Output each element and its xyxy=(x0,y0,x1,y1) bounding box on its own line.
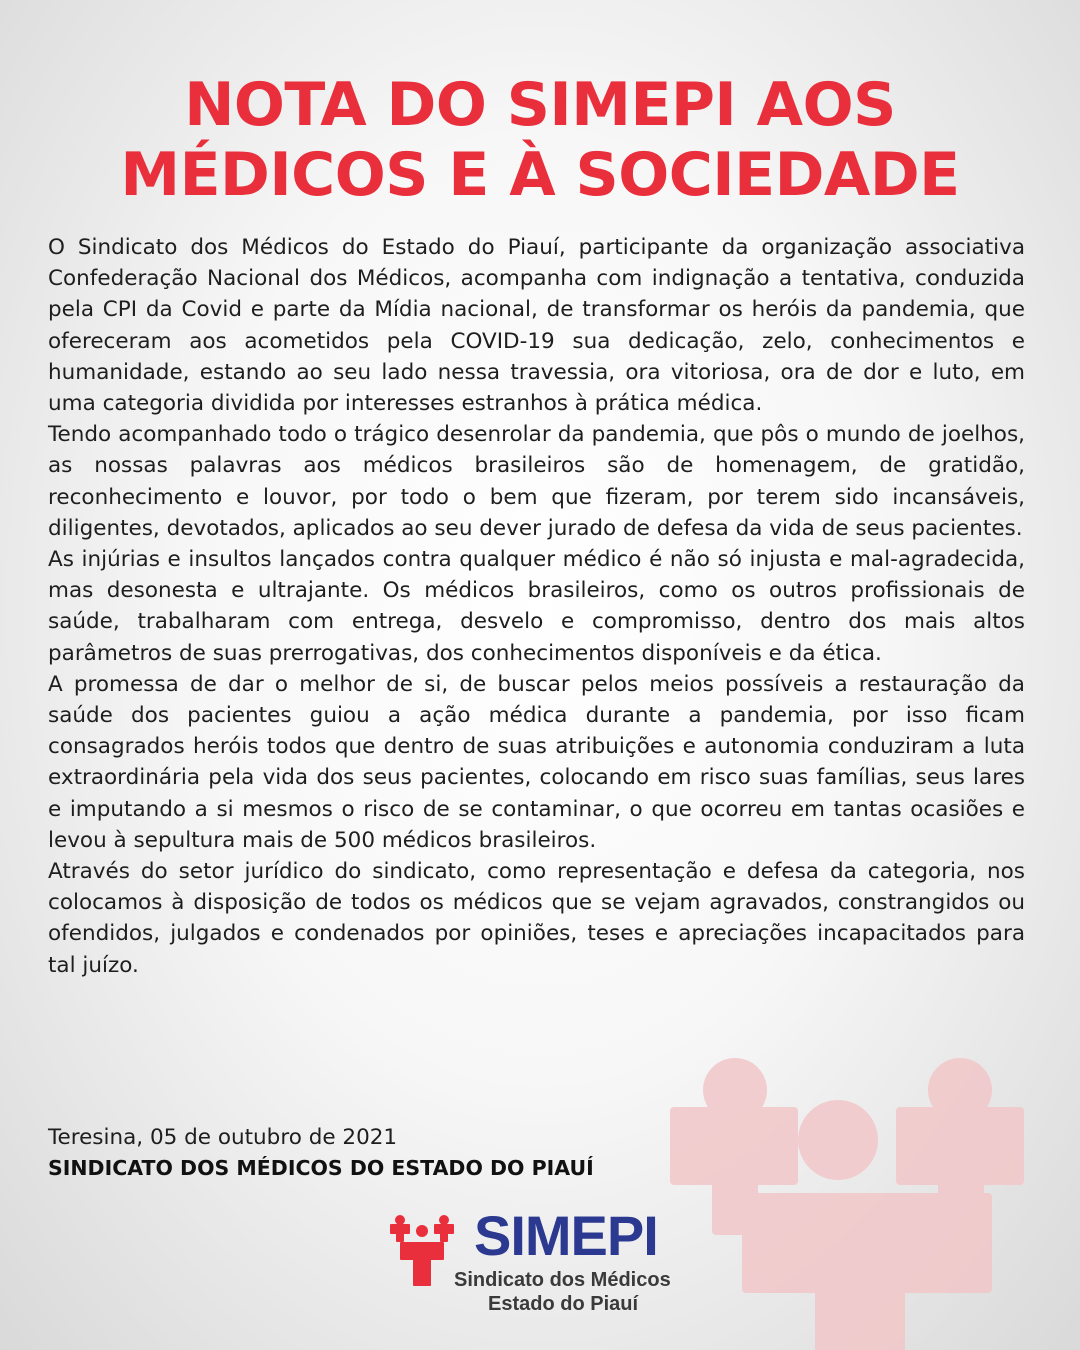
note-body xyxy=(48,232,1025,981)
signature-block xyxy=(48,1122,594,1184)
paragraph-5: Através do setor jurídico do sindicato, como representação e defesa da categoria, nos colocamos à disposição de todos os médicos que se vejam agravados, constrangidos ou ofendidos, julgados e condenados por opiniões, teses e apreciações incapacitados para tal juízo. xyxy=(48,859,1025,978)
paragraph-2: Tendo acompanhado todo o trágico desenrolar da pandemia, que pôs o mundo de joelhos, as nossas palavras aos médicos brasileiros são de homenagem, de gratidão, reconhecimento e louvor, por todo o bem que fizeram, por terem sido incansáveis, diligentes, devotados, aplicados ao seu dever jurado de defesa da vida de seus pacientes. xyxy=(48,422,1025,541)
paragraph-1: O Sindicato dos Médicos do Estado do Piauí, participante da organização associativa Confederação Nacional dos Médicos, acompanha com indignação a tentativa, conduzida pela CPI da Covid e parte da Mídia nacional, de transformar os heróis da pandemia, que ofereceram aos acometidos pela COVID-19 sua dedicação, zelo, conhecimentos e humanidade, estando ao seu lado nessa travessia, ora vitoriosa, ora de dor e luto, em uma categoria dividida por interesses estranhos à prática médica. xyxy=(48,235,1025,417)
logo-subtitle-line-2: Estado do Piauí xyxy=(488,1293,639,1315)
paragraph-4: A promessa de dar o melhor de si, de buscar pelos meios possíveis a restauração da saúde dos pacientes guiou a ação médica durante a pandemia, por isso ficam consagrados heróis todos que dentro de suas atribuições e autonomia conduziram a luta extraordinária pela vida dos seus pacientes, colocando em risco suas famílias, seus lares e imputando a si mesmos o risco de se contaminar, o que ocorreu em tantas ocasiões e levou à sepultura mais de 500 médicos brasileiros. xyxy=(48,671,1025,853)
watermark-logo-icon xyxy=(660,1055,1080,1350)
signing-organization: SINDICATO DOS MÉDICOS DO ESTADO DO PIAUÍ xyxy=(48,1156,594,1180)
title-line-2: MÉDICOS E À SOCIEDADE xyxy=(120,140,960,210)
logo-name: SIMEPI xyxy=(474,1204,658,1267)
logo-subtitle-line-1: Sindicato dos Médicos xyxy=(454,1269,671,1291)
title-line-1: NOTA DO SIMEPI AOS xyxy=(184,70,896,140)
place-date: Teresina, 05 de outubro de 2021 xyxy=(48,1125,398,1150)
simepi-logo xyxy=(388,1204,698,1322)
page-title xyxy=(40,70,1040,210)
paragraph-3: As injúrias e insultos lançados contra qualquer médico é não só injusta e mal-agradecida, mas desonesta e ultrajante. Os médicos brasileiros, como os outros profissionais de saúde, trabalharam com entrega, desvelo e compromisso, dentro dos mais altos parâmetros de suas prerrogativas, dos conhecimentos disponíveis e da ética. xyxy=(48,547,1025,666)
